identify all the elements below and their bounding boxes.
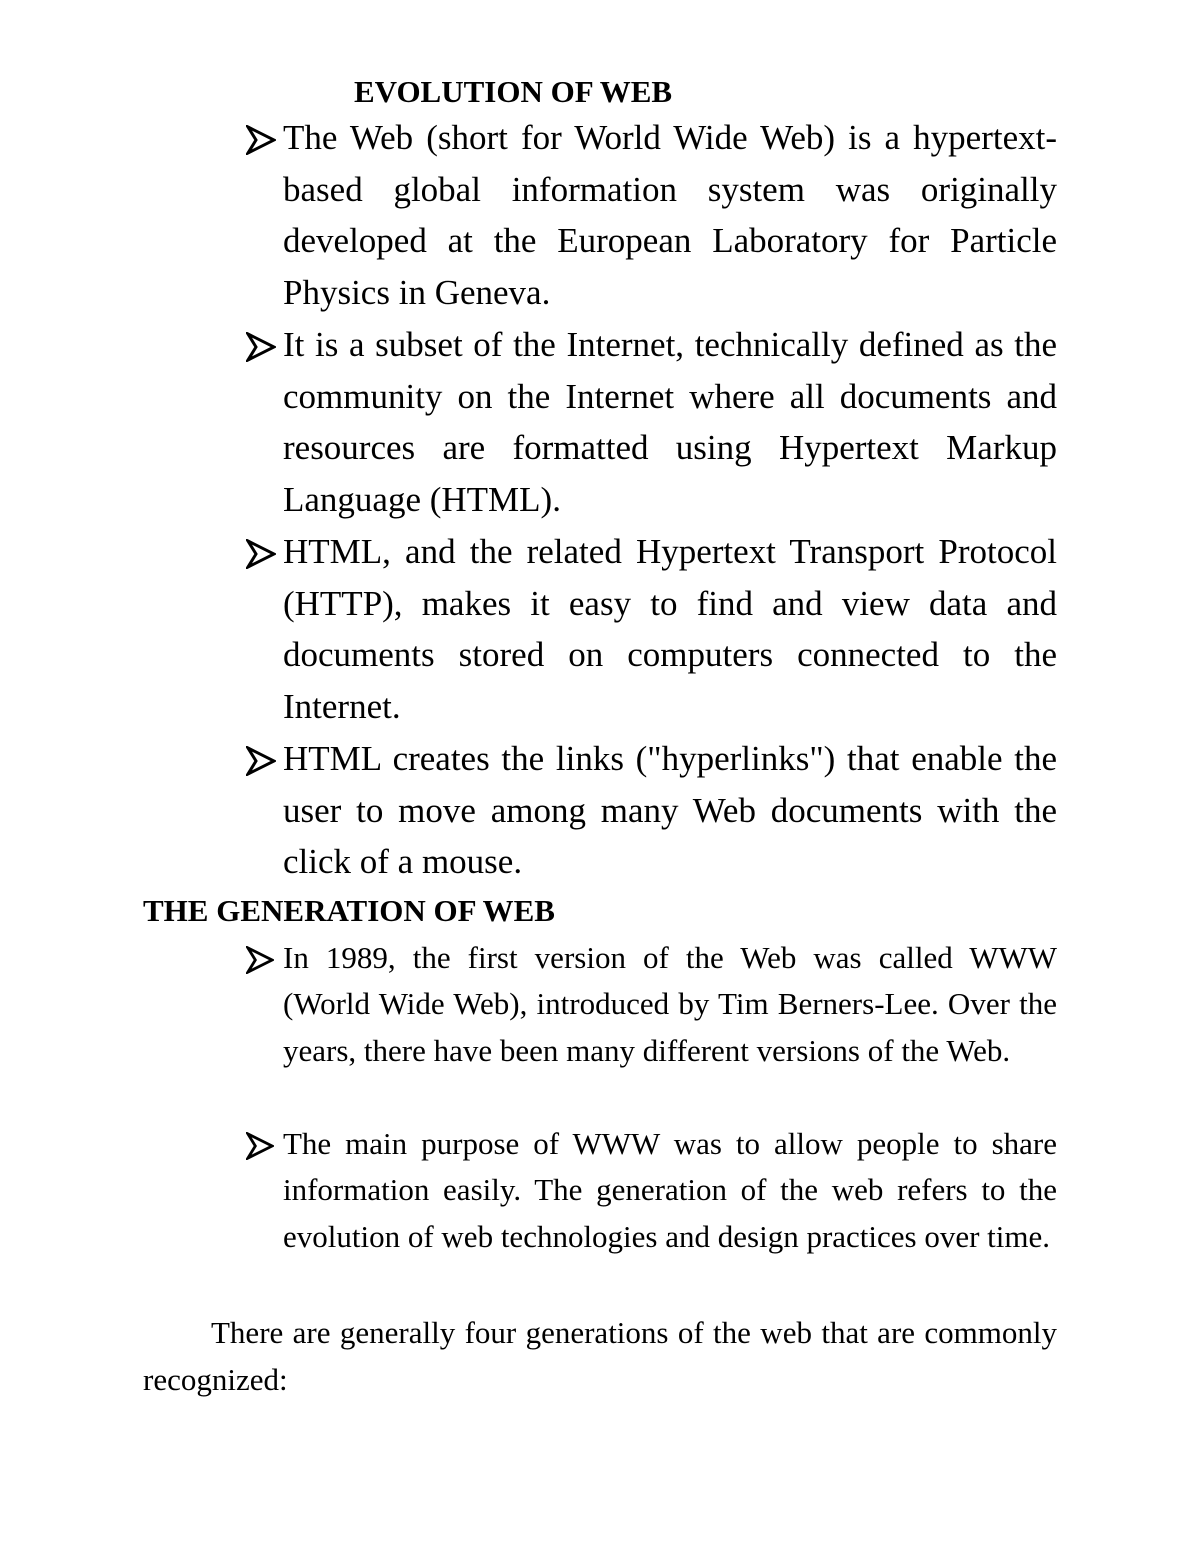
list-item <box>283 935 1057 1074</box>
list-item <box>283 526 1057 733</box>
arrowhead-bullet-icon <box>246 125 276 155</box>
bullet-text: The main purpose of WWW was to allow people to share information easily. The generation of the web refers to the evolution of web technologies and design practices over time. <box>283 1126 1057 1254</box>
list-item <box>283 319 1057 526</box>
arrowhead-bullet-icon <box>246 746 276 776</box>
list-item <box>283 733 1057 888</box>
arrowhead-bullet-icon <box>246 539 276 569</box>
section-heading-evolution: EVOLUTION OF WEB <box>354 74 673 109</box>
bullet-text: The Web (short for World Wide Web) is a hypertext-based global information system was originally developed at the European Laboratory for Particle Physics in Geneva. <box>283 118 1057 313</box>
bullet-text: In 1989, the first version of the Web was called WWW (World Wide Web), introduced by Tim Berners-Lee. Over the years, there have been many different versions of the Web. <box>283 940 1057 1068</box>
list-item <box>283 1121 1057 1260</box>
bullet-text: HTML creates the links ("hyperlinks") that enable the user to move among many Web documents with the click of a mouse. <box>283 739 1057 882</box>
bullet-text: HTML, and the related Hypertext Transport Protocol (HTTP), makes it easy to find and view data and documents stored on computers connected to the Internet. <box>283 532 1057 727</box>
arrowhead-bullet-icon <box>246 1132 276 1162</box>
list-item <box>283 112 1057 319</box>
section-heading-generation: THE GENERATION OF WEB <box>143 893 555 928</box>
bullet-text: It is a subset of the Internet, technically defined as the community on the Internet where all documents and resources are formatted using Hypertext Markup Language (HTML). <box>283 325 1057 520</box>
arrowhead-bullet-icon <box>246 946 276 976</box>
arrowhead-bullet-icon <box>246 332 276 362</box>
closing-paragraph: There are generally four generations of the web that are commonly recognized: <box>143 1315 1057 1397</box>
